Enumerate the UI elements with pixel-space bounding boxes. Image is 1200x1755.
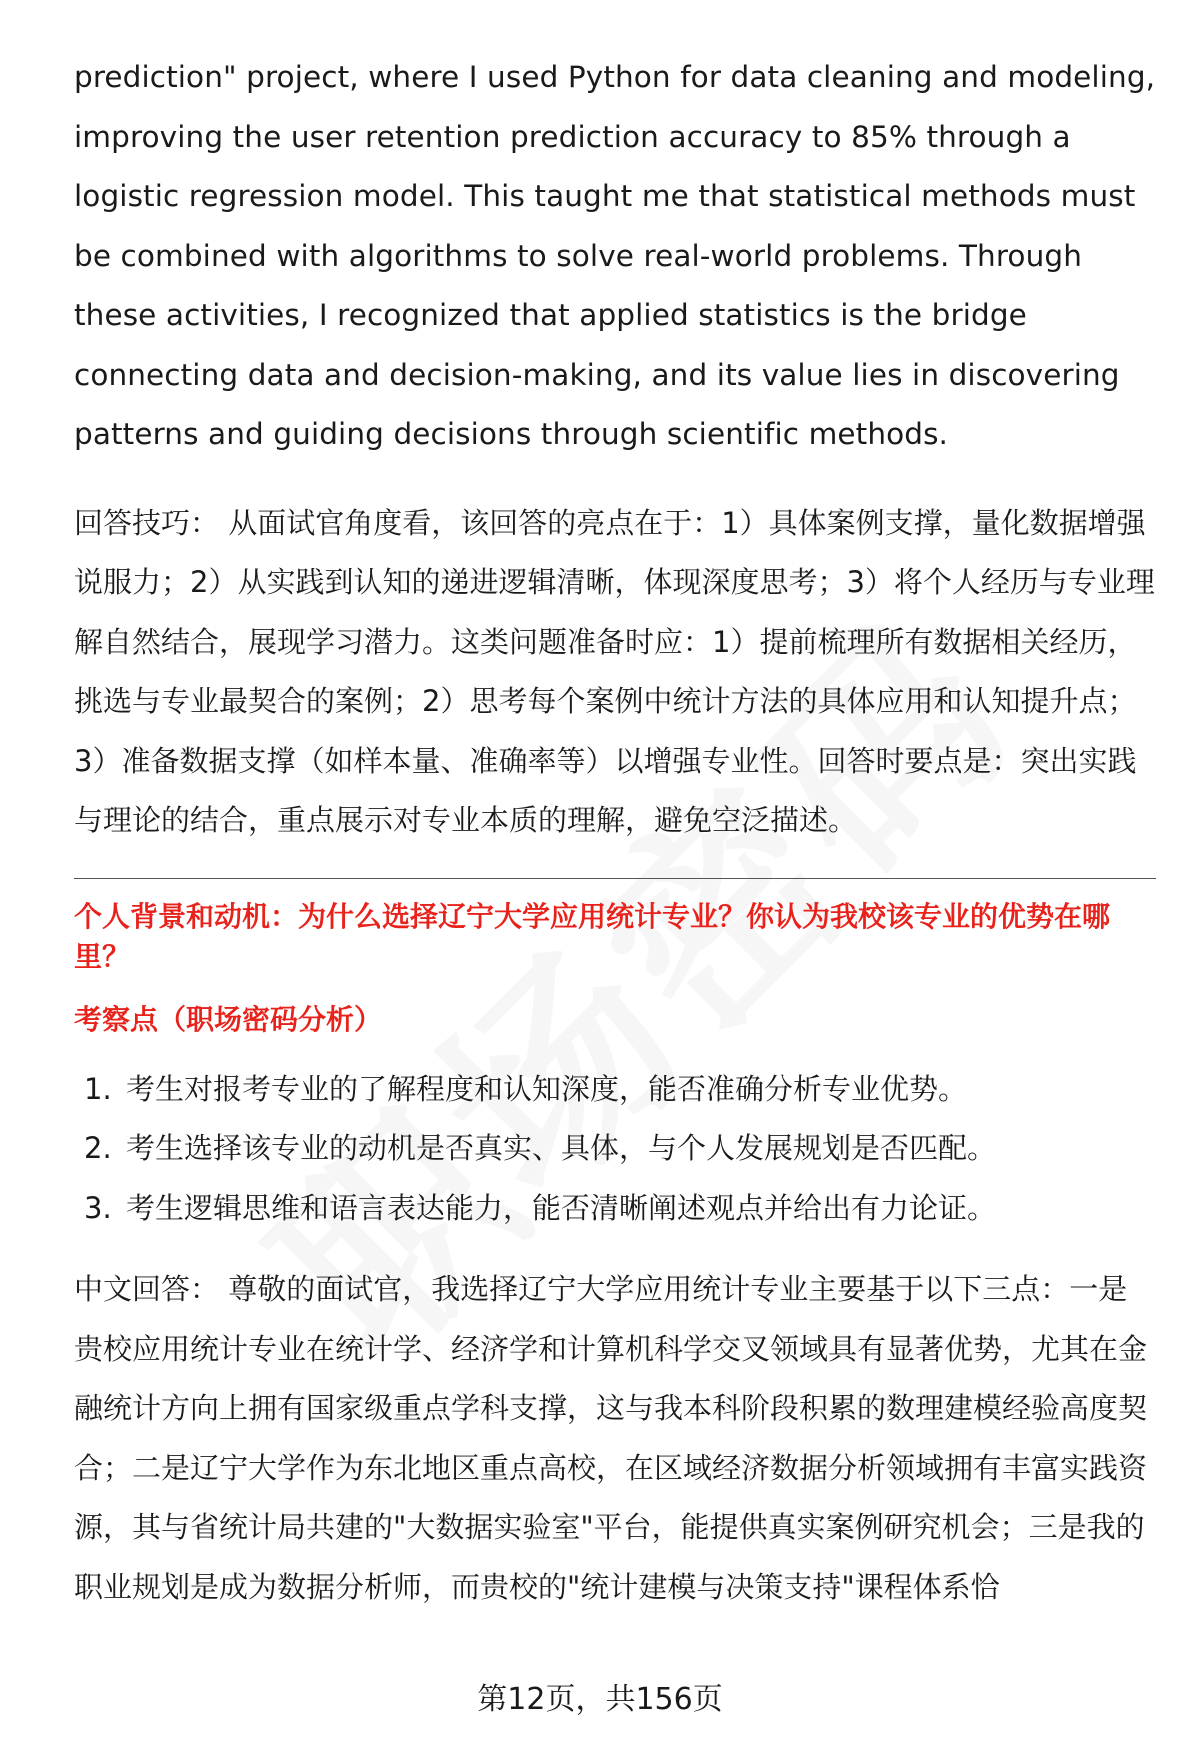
list-item-number: 2. [84, 1131, 112, 1165]
document-page [74, 48, 1156, 1617]
tips-paragraph: 回答技巧： 从面试官角度看，该回答的亮点在于：1）具体案例支撑，量化数据增强说服力；2）从实践到认知的递进逻辑清晰，体现深度思考；3）将个人经历与专业理解自然结合，展现学习潜力。这类问题准备时应：1）提前梳理所有数据相关经历，挑选与专业最契合的案例；2）思考每个案例中统计方法的具体应用和认知提升点；3）准备数据支撑（如样本量、准确率等）以增强专业性。回答时要点是：突出实践与理论的结合，重点展示对专业本质的理解，避免空泛描述。 [74, 505, 1155, 837]
list-item-text: 考生选择该专业的动机是否真实、具体，与个人发展规划是否匹配。 [126, 1131, 997, 1165]
assessment-heading: 考察点（职场密码分析） [74, 1002, 383, 1036]
section-divider [74, 878, 1156, 879]
intro-paragraph: prediction" project, where I used Python for data cleaning and modeling, improving the user retention prediction accuracy to 85% through a logistic regression model. This taught me that statistical methods must be combined with algorithms to solve real-world problems. Through these activities, I recognized that applied statistics is the bridge connecting data and decision-making, and its value lies in discovering patterns and guiding decisions through scientific methods. [74, 60, 1156, 451]
page-footer: 第12页，共156页 [477, 1682, 723, 1717]
list-item-number: 3. [84, 1190, 112, 1225]
list-item-number: 1. [84, 1071, 112, 1106]
assessment-list [74, 1060, 1156, 1239]
list-item [74, 1119, 1156, 1179]
question-heading: 个人背景和动机：为什么选择辽宁大学应用统计专业？你认为我校该专业的优势在哪里？ [74, 899, 1111, 973]
chinese-answer: 中文回答： 尊敬的面试官，我选择辽宁大学应用统计专业主要基于以下三点：一是贵校应用统计专业在统计学、经济学和计算机科学交叉领域具有显著优势，尤其在金融统计方向上拥有国家级重点学科支撑，这与我本科阶段积累的数理建模经验高度契合；二是辽宁大学作为东北地区重点高校，在区域经济数据分析领域拥有丰富实践资源，其与省统计局共建的"大数据实验室"平台，能提供真实案例研究机会；三是我的职业规划是成为数据分析师，而贵校的"统计建模与决策支持"课程体系恰 [74, 1272, 1148, 1604]
list-item-text: 考生对报考专业的了解程度和认知深度，能否准确分析专业优势。 [126, 1071, 968, 1106]
list-item-text: 考生逻辑思维和语言表达能力，能否清晰阐述观点并给出有力论证。 [126, 1190, 997, 1225]
list-item [74, 1179, 1156, 1239]
list-item [74, 1060, 1156, 1120]
